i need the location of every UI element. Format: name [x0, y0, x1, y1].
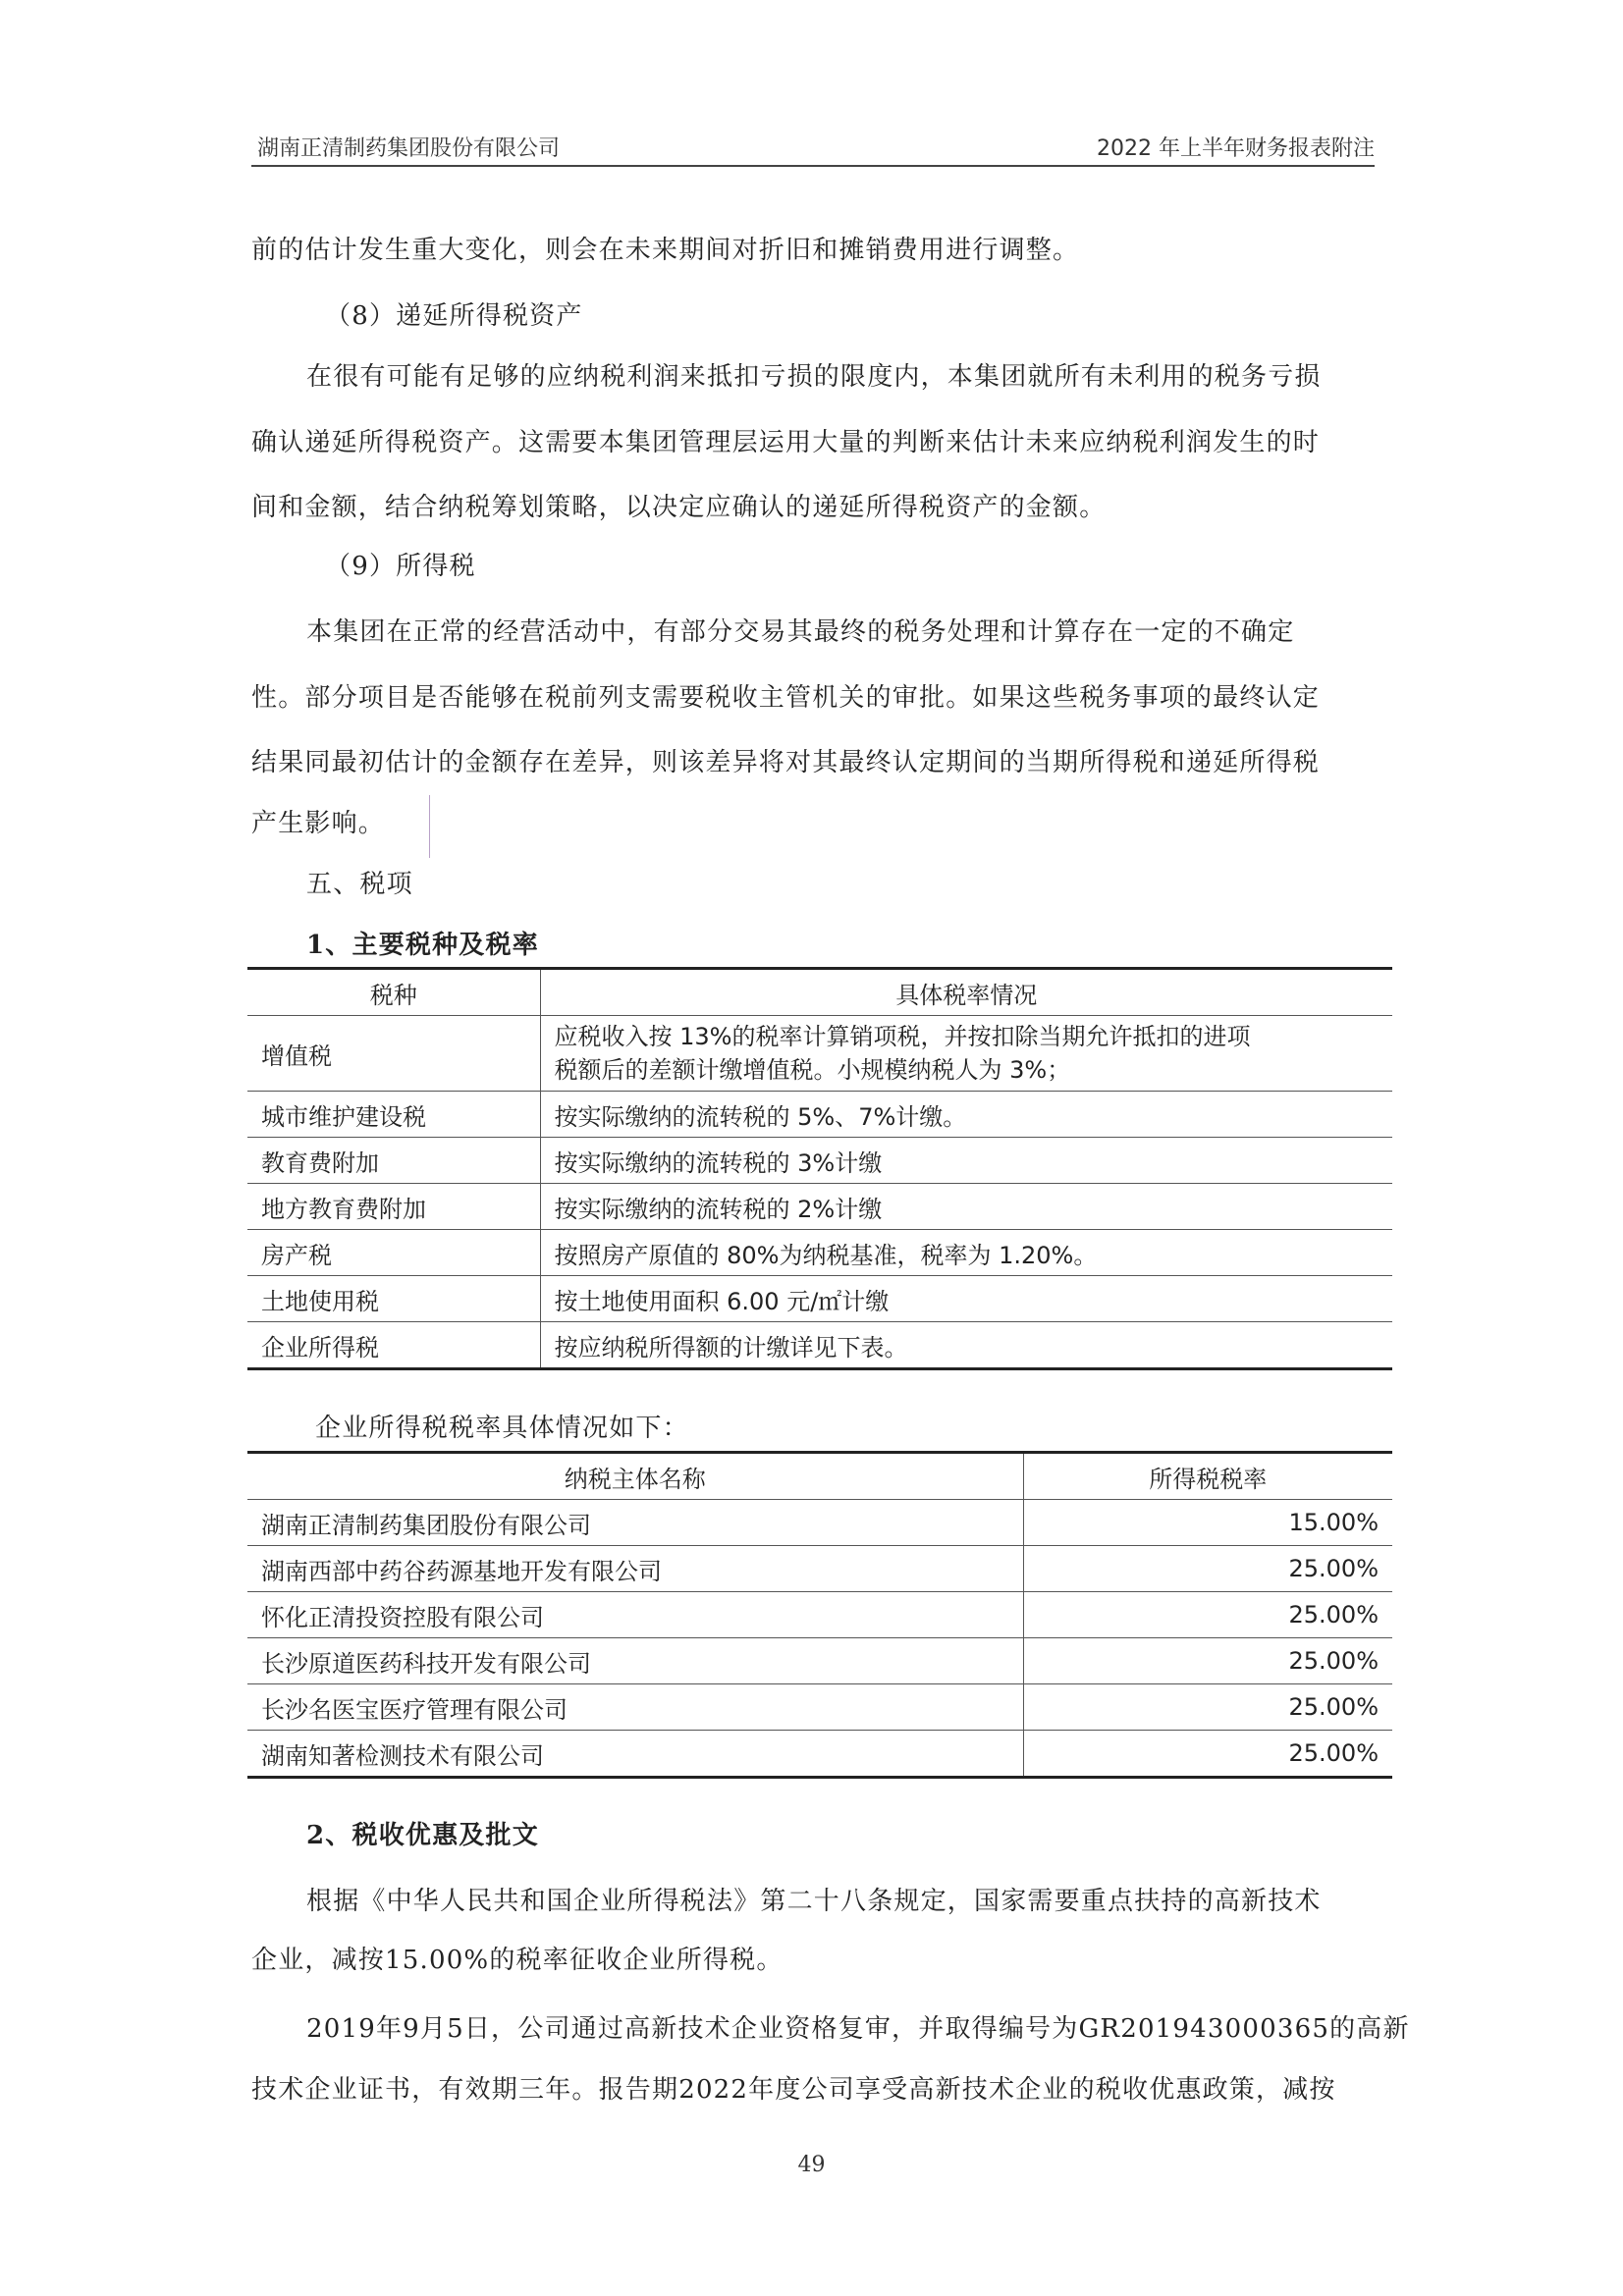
paragraph-9-line-3: 结果同最初估计的金额存在差异，则该差异将对其最终认定期间的当期所得税和递延所得税	[251, 748, 1321, 777]
margin-mark	[429, 795, 430, 858]
heading-deferred-tax-assets: （8）递延所得税资产	[325, 301, 583, 331]
table-row	[247, 1638, 1392, 1684]
paragraph-preference-2-line-1: 2019年9月5日，公司通过高新技术企业资格复审，并取得编号为GR201943000365的高新	[306, 2014, 1410, 2044]
entity-cell: 长沙原道医药科技开发有限公司	[247, 1638, 1023, 1684]
header-company-name: 湖南正清制药集团股份有限公司	[257, 136, 561, 161]
paragraph-8-line-3: 间和金额，结合纳税筹划策略，以决定应确认的递延所得税资产的金额。	[251, 493, 1107, 522]
rate-detail-line: 应税收入按 13%的税率计算销项税，并按扣除当期允许抵扣的进项	[554, 1023, 1251, 1050]
page-number: 49	[797, 2153, 826, 2177]
rate-cell: 25.00%	[1023, 1638, 1392, 1684]
rate-cell: 25.00%	[1023, 1684, 1392, 1731]
rate-cell: 15.00%	[1023, 1500, 1392, 1546]
table-header-row	[247, 1453, 1392, 1500]
entity-cell: 湖南西部中药谷药源基地开发有限公司	[247, 1546, 1023, 1592]
tax-type-cell: 增值税	[247, 1016, 540, 1092]
paragraph-8-line-1: 在很有可能有足够的应纳税利润来抵扣亏损的限度内，本集团就所有未利用的税务亏损	[306, 362, 1322, 392]
subheading-income-tax-rates: 企业所得税税率具体情况如下：	[315, 1414, 689, 1443]
table-row	[247, 1138, 1392, 1184]
paragraph-preference-2-line-2: 技术企业证书，有效期三年。报告期2022年度公司享受高新技术企业的税收优惠政策，减按	[251, 2075, 1336, 2105]
rate-detail-cell: 按实际缴纳的流转税的 5%、7%计缴。	[540, 1092, 1392, 1138]
paragraph-preference-1-line-2: 企业，减按15.00%的税率征收企业所得税。	[251, 1946, 784, 1975]
rate-cell: 25.00%	[1023, 1731, 1392, 1778]
rate-detail-cell: 按实际缴纳的流转税的 3%计缴	[540, 1138, 1392, 1184]
rate-cell: 25.00%	[1023, 1546, 1392, 1592]
tax-type-cell: 地方教育费附加	[247, 1184, 540, 1230]
table-row	[247, 1092, 1392, 1138]
paragraph-9-line-2: 性。部分项目是否能够在税前列支需要税收主管机关的审批。如果这些税务事项的最终认定	[251, 683, 1321, 713]
column-header-income-tax-rate: 所得税税率	[1023, 1453, 1392, 1500]
tax-rates-table	[247, 967, 1392, 1370]
paragraph-9-line-4: 产生影响。	[251, 809, 386, 838]
income-tax-rate-table	[247, 1451, 1392, 1779]
table-row	[247, 1184, 1392, 1230]
rate-detail-line: 税额后的差额计缴增值税。小规模纳税人为 3%；	[554, 1056, 1071, 1084]
page-header	[251, 128, 1375, 165]
rate-detail-cell: 按应纳税所得额的计缴详见下表。	[540, 1322, 1392, 1369]
table-row	[247, 1276, 1392, 1322]
column-header-rate-detail: 具体税率情况	[540, 969, 1392, 1016]
section-heading-taxes: 五、税项	[306, 870, 413, 899]
paragraph-continued: 前的估计发生重大变化，则会在未来期间对折旧和摊销费用进行调整。	[251, 236, 1080, 265]
rate-detail-cell: 按实际缴纳的流转税的 2%计缴	[540, 1184, 1392, 1230]
paragraph-preference-1-line-1: 根据《中华人民共和国企业所得税法》第二十八条规定，国家需要重点扶持的高新技术	[306, 1887, 1322, 1916]
heading-income-tax: （9）所得税	[325, 552, 476, 581]
paragraph-8-line-2: 确认递延所得税资产。这需要本集团管理层运用大量的判断来估计未来应纳税利润发生的时	[251, 428, 1321, 457]
entity-cell: 湖南知著检测技术有限公司	[247, 1731, 1023, 1778]
table-row	[247, 1016, 1392, 1092]
header-report-title: 2022 年上半年财务报表附注	[1097, 136, 1375, 161]
tax-type-cell: 教育费附加	[247, 1138, 540, 1184]
entity-cell: 湖南正清制药集团股份有限公司	[247, 1500, 1023, 1546]
table-row	[247, 1322, 1392, 1369]
tax-type-cell: 企业所得税	[247, 1322, 540, 1369]
rate-detail-cell: 按土地使用面积 6.00 元/㎡计缴	[540, 1276, 1392, 1322]
entity-cell: 长沙名医宝医疗管理有限公司	[247, 1684, 1023, 1731]
entity-cell: 怀化正清投资控股有限公司	[247, 1592, 1023, 1638]
rate-detail-cell: 按照房产原值的 80%为纳税基准，税率为 1.20%。	[540, 1230, 1392, 1276]
tax-type-cell: 房产税	[247, 1230, 540, 1276]
subheading-tax-preferences: 2、税收优惠及批文	[306, 1821, 539, 1850]
table-row	[247, 1684, 1392, 1731]
table-row	[247, 1230, 1392, 1276]
rate-detail-cell	[540, 1016, 1392, 1092]
tax-type-cell: 土地使用税	[247, 1276, 540, 1322]
table-row	[247, 1731, 1392, 1778]
table-row	[247, 1592, 1392, 1638]
header-divider	[251, 165, 1375, 167]
rate-cell: 25.00%	[1023, 1592, 1392, 1638]
column-header-tax-type: 税种	[247, 969, 540, 1016]
table-header-row	[247, 969, 1392, 1016]
table-row	[247, 1546, 1392, 1592]
subheading-main-taxes: 1、主要税种及税率	[306, 931, 539, 960]
tax-type-cell: 城市维护建设税	[247, 1092, 540, 1138]
table-row	[247, 1500, 1392, 1546]
column-header-entity: 纳税主体名称	[247, 1453, 1023, 1500]
paragraph-9-line-1: 本集团在正常的经营活动中，有部分交易其最终的税务处理和计算存在一定的不确定	[306, 617, 1295, 647]
